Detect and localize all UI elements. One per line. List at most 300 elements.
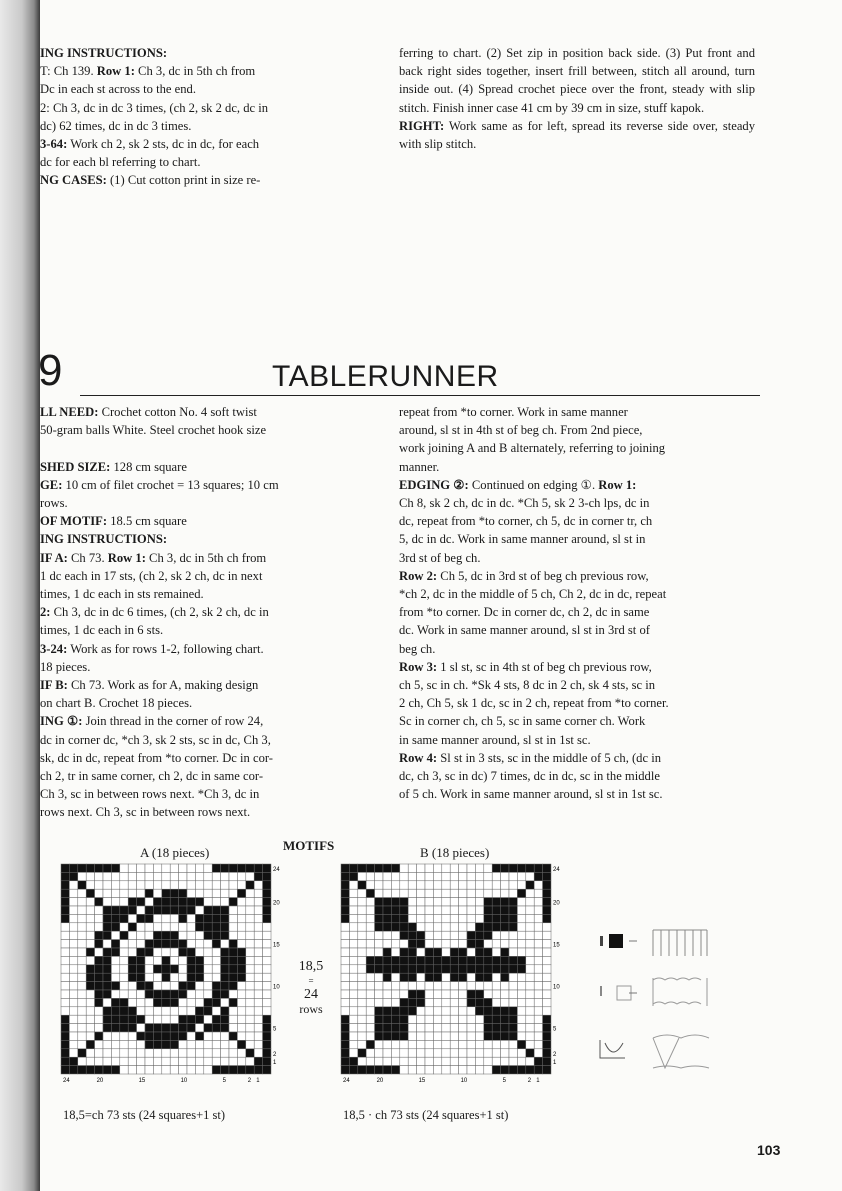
motif-a-cell bbox=[95, 864, 103, 872]
motif-a-cell bbox=[120, 1015, 128, 1023]
motif-b-cell bbox=[501, 864, 509, 872]
motif-b-cell bbox=[450, 1040, 458, 1048]
motif-a-cell bbox=[221, 1066, 229, 1074]
motif-b-cell bbox=[375, 1040, 383, 1048]
motif-b-cell bbox=[375, 923, 383, 931]
motif-a-cell bbox=[128, 1015, 136, 1023]
motif-b-cell bbox=[341, 940, 349, 948]
motif-a-cell bbox=[61, 1024, 69, 1032]
motif-a-cell bbox=[204, 872, 212, 880]
motif-a-cell bbox=[263, 1057, 271, 1065]
motif-a-cell bbox=[86, 1015, 94, 1023]
motif-a-cell bbox=[78, 998, 86, 1006]
motif-b-cell bbox=[408, 990, 416, 998]
motif-b-cell bbox=[383, 940, 391, 948]
motif-a-cell bbox=[78, 914, 86, 922]
motif-b-cell bbox=[383, 973, 391, 981]
motif-b-cell bbox=[358, 990, 366, 998]
motif-b-cell bbox=[467, 1066, 475, 1074]
motif-a-cell bbox=[229, 931, 237, 939]
motif-b-cell bbox=[526, 1049, 534, 1057]
motif-b-cell bbox=[425, 965, 433, 973]
motif-a-cell bbox=[103, 1049, 111, 1057]
motif-b-cell bbox=[408, 889, 416, 897]
motif-b-cell bbox=[475, 1066, 483, 1074]
motif-a-cell bbox=[195, 864, 203, 872]
motif-b-cell bbox=[341, 990, 349, 998]
column-number-label: 15 bbox=[418, 1078, 426, 1084]
text-line: of 5 ch. Work in same manner around, sl st in 1st sc. bbox=[399, 787, 663, 802]
motif-a-cell bbox=[95, 906, 103, 914]
edging-symbol bbox=[653, 1035, 709, 1068]
motif-b-cell bbox=[543, 956, 551, 964]
row-number-label: 5 bbox=[273, 1026, 277, 1033]
motif-b-cell bbox=[442, 940, 450, 948]
motif-a-cell bbox=[162, 1066, 170, 1074]
motif-a-cell bbox=[120, 982, 128, 990]
motif-a-cell bbox=[254, 1049, 262, 1057]
motif-a-cell bbox=[187, 990, 195, 998]
motif-a-cell bbox=[263, 1066, 271, 1074]
motif-a-cell bbox=[263, 1007, 271, 1015]
motif-b-cell bbox=[408, 872, 416, 880]
motif-a-cell bbox=[179, 1066, 187, 1074]
motif-b-cell bbox=[475, 914, 483, 922]
motif-a-cell bbox=[237, 914, 245, 922]
motif-b-cell bbox=[358, 864, 366, 872]
motif-a-cell bbox=[237, 1007, 245, 1015]
motif-a-cell bbox=[212, 940, 220, 948]
motif-b-cell bbox=[366, 898, 374, 906]
motif-b-cell bbox=[375, 1049, 383, 1057]
motif-b-cell bbox=[417, 982, 425, 990]
motif-b-cell bbox=[341, 923, 349, 931]
motif-a-cell bbox=[128, 948, 136, 956]
motif-a-cell bbox=[254, 914, 262, 922]
motif-a-cell bbox=[95, 914, 103, 922]
motif-a-cell bbox=[69, 906, 77, 914]
motif-b-cell bbox=[517, 889, 525, 897]
motif-a-cell bbox=[229, 1040, 237, 1048]
motif-b-cell bbox=[400, 956, 408, 964]
motif-b-cell bbox=[433, 940, 441, 948]
motif-b-cell bbox=[349, 1049, 357, 1057]
motif-b-cell bbox=[450, 1007, 458, 1015]
motif-a-cell bbox=[145, 931, 153, 939]
motif-b-cell bbox=[475, 1049, 483, 1057]
motif-a-cell bbox=[170, 973, 178, 981]
motif-a-cell bbox=[137, 864, 145, 872]
motif-b-cell bbox=[358, 1066, 366, 1074]
motif-b-cell bbox=[517, 914, 525, 922]
motif-a-cell bbox=[69, 1040, 77, 1048]
motif-b-cell bbox=[408, 898, 416, 906]
motif-a-cell bbox=[229, 1032, 237, 1040]
motif-b-cell bbox=[358, 1057, 366, 1065]
motif-a-cell bbox=[170, 931, 178, 939]
motif-a-cell bbox=[103, 1015, 111, 1023]
motif-b-cell bbox=[383, 881, 391, 889]
book-binding-shadow bbox=[0, 0, 40, 1191]
motif-a-cell bbox=[137, 1024, 145, 1032]
motif-a-cell bbox=[263, 1040, 271, 1048]
motif-a-cell bbox=[246, 931, 254, 939]
column-number-label: 10 bbox=[460, 1078, 468, 1084]
motif-b-cell bbox=[391, 1015, 399, 1023]
motif-b-cell bbox=[408, 1032, 416, 1040]
motif-a-cell bbox=[120, 1066, 128, 1074]
motif-b-cell bbox=[501, 898, 509, 906]
motif-a-cell bbox=[254, 906, 262, 914]
line: NG CASES: (1) Cut cotton print in size re- bbox=[40, 173, 261, 188]
motif-b-cell bbox=[375, 864, 383, 872]
motif-a-cell bbox=[69, 982, 77, 990]
motif-a-cell bbox=[221, 965, 229, 973]
dimension-label: 18,5 = 24 rows bbox=[298, 959, 324, 1016]
motif-a-cell bbox=[145, 898, 153, 906]
motif-b-cell bbox=[534, 1049, 542, 1057]
motif-a-cell bbox=[111, 1007, 119, 1015]
motif-a-cell bbox=[246, 914, 254, 922]
text-line: manner. bbox=[399, 459, 440, 474]
motif-b-cell bbox=[484, 864, 492, 872]
motif-a-cell bbox=[86, 1057, 94, 1065]
motif-a-cell bbox=[145, 1049, 153, 1057]
motif-b-cell bbox=[433, 990, 441, 998]
motif-b-cell bbox=[501, 914, 509, 922]
motif-b-cell bbox=[391, 898, 399, 906]
motif-a-cell bbox=[111, 898, 119, 906]
motif-b-cell bbox=[509, 898, 517, 906]
page-number: 103 bbox=[757, 1142, 781, 1158]
motif-a-cell bbox=[128, 940, 136, 948]
motif-a-cell bbox=[103, 1032, 111, 1040]
motif-b-cell bbox=[341, 956, 349, 964]
chart-a-caption: A (18 pieces) bbox=[140, 845, 210, 860]
motif-b-cell bbox=[467, 898, 475, 906]
motif-b-cell bbox=[442, 923, 450, 931]
motif-b-cell bbox=[517, 998, 525, 1006]
motif-a-cell bbox=[179, 998, 187, 1006]
motif-a-cell bbox=[137, 1049, 145, 1057]
motif-a-cell bbox=[221, 931, 229, 939]
motif-a-cell bbox=[246, 881, 254, 889]
motif-a-cell bbox=[120, 881, 128, 889]
motif-a-cell bbox=[95, 1066, 103, 1074]
motif-b-cell bbox=[383, 956, 391, 964]
motif-b-cell bbox=[383, 906, 391, 914]
motif-a-cell bbox=[69, 1007, 77, 1015]
motif-a-cell bbox=[229, 906, 237, 914]
motif-b-cell bbox=[349, 948, 357, 956]
empty-square-icon bbox=[617, 986, 631, 1000]
motif-b-cell bbox=[442, 1015, 450, 1023]
motif-b-cell bbox=[526, 889, 534, 897]
text-line: work joining A and B alternately, referring to joining bbox=[399, 441, 666, 456]
motif-a-cell bbox=[221, 1040, 229, 1048]
motif-a-cell bbox=[120, 906, 128, 914]
motif-a-cell bbox=[246, 1040, 254, 1048]
motif-a-cell bbox=[103, 906, 111, 914]
motif-a-cell bbox=[78, 973, 86, 981]
motif-b-cell bbox=[501, 956, 509, 964]
motif-b-cell bbox=[517, 1066, 525, 1074]
motif-a-cell bbox=[86, 898, 94, 906]
motif-b-cell bbox=[467, 906, 475, 914]
motif-b-cell bbox=[492, 1057, 500, 1065]
motif-a-cell bbox=[145, 923, 153, 931]
motif-b-cell bbox=[517, 1040, 525, 1048]
motif-a-cell bbox=[86, 1066, 94, 1074]
motif-a-cell bbox=[179, 956, 187, 964]
motif-b-cell bbox=[534, 1040, 542, 1048]
motif-b-cell bbox=[543, 872, 551, 880]
motif-b-cell bbox=[442, 881, 450, 889]
motif-a-cell bbox=[162, 864, 170, 872]
motif-a-cell bbox=[111, 1024, 119, 1032]
motif-a-cell bbox=[187, 1024, 195, 1032]
motif-a-cell bbox=[111, 998, 119, 1006]
motif-b-cell bbox=[501, 1032, 509, 1040]
motif-a-cell bbox=[263, 982, 271, 990]
motif-a-cell bbox=[95, 1040, 103, 1048]
motif-b-cell bbox=[417, 1032, 425, 1040]
motif-a-cell bbox=[128, 1032, 136, 1040]
motif-b-cell bbox=[517, 1057, 525, 1065]
motif-a-cell bbox=[204, 1024, 212, 1032]
motif-b-cell bbox=[433, 1024, 441, 1032]
text-line: dc. Work in same manner around, sl st in 3rd st of bbox=[399, 623, 650, 638]
motif-b-cell bbox=[433, 898, 441, 906]
motif-b-cell bbox=[459, 1024, 467, 1032]
motif-a-cell bbox=[120, 1007, 128, 1015]
motif-b-cell bbox=[366, 990, 374, 998]
column-number-label: 5 bbox=[502, 1078, 506, 1084]
motif-a-cell bbox=[221, 1057, 229, 1065]
motif-a-cell bbox=[221, 956, 229, 964]
motif-b-cell bbox=[341, 1049, 349, 1057]
motif-a-cell bbox=[204, 1015, 212, 1023]
motif-a-cell bbox=[61, 998, 69, 1006]
motif-b-cell bbox=[375, 990, 383, 998]
motif-b-cell bbox=[467, 864, 475, 872]
motif-b-cell bbox=[450, 1057, 458, 1065]
motif-b-cell bbox=[349, 898, 357, 906]
motif-a-cell bbox=[212, 1015, 220, 1023]
motif-b-cell bbox=[341, 864, 349, 872]
motif-a-cell bbox=[187, 1057, 195, 1065]
motif-a-cell bbox=[153, 864, 161, 872]
motif-a-cell bbox=[254, 948, 262, 956]
motif-a-cell bbox=[212, 864, 220, 872]
motif-a-cell bbox=[137, 973, 145, 981]
motif-b-cell bbox=[526, 948, 534, 956]
motif-a-cell bbox=[162, 1057, 170, 1065]
motif-b-cell bbox=[383, 872, 391, 880]
motif-b-cell bbox=[517, 1032, 525, 1040]
motif-a-cell bbox=[103, 872, 111, 880]
motif-a-cell bbox=[204, 990, 212, 998]
motif-a-cell bbox=[195, 990, 203, 998]
motif-a-cell bbox=[170, 948, 178, 956]
motif-b-cell bbox=[425, 990, 433, 998]
motif-b-cell bbox=[475, 990, 483, 998]
motif-b-cell bbox=[543, 864, 551, 872]
text-line bbox=[40, 439, 366, 457]
motif-b-cell bbox=[517, 931, 525, 939]
motif-b-cell bbox=[425, 864, 433, 872]
motif-b-cell bbox=[366, 982, 374, 990]
motif-b-cell bbox=[534, 864, 542, 872]
motif-a-cell bbox=[95, 1007, 103, 1015]
motif-b-cell bbox=[375, 1066, 383, 1074]
motif-a-cell bbox=[69, 1057, 77, 1065]
motif-a-cell bbox=[170, 940, 178, 948]
motif-b-cell bbox=[341, 881, 349, 889]
motif-b-cell bbox=[467, 872, 475, 880]
motif-a-cell bbox=[170, 1066, 178, 1074]
motif-a-cell bbox=[212, 956, 220, 964]
motif-a-cell bbox=[237, 1032, 245, 1040]
motif-a-cell bbox=[78, 923, 86, 931]
motif-b-cell bbox=[383, 948, 391, 956]
column-number-label: 20 bbox=[96, 1078, 104, 1084]
motif-b-cell bbox=[349, 1066, 357, 1074]
motif-a-cell bbox=[153, 914, 161, 922]
motif-b-cell bbox=[509, 973, 517, 981]
motif-a-cell bbox=[145, 1015, 153, 1023]
motif-b-cell bbox=[366, 931, 374, 939]
motif-a-cell bbox=[170, 1032, 178, 1040]
motif-b-cell bbox=[425, 1032, 433, 1040]
motif-b-cell bbox=[543, 1015, 551, 1023]
text-line: Sc in corner ch, ch 5, sc in same corner ch. Work bbox=[399, 714, 646, 729]
motif-b-cell bbox=[467, 956, 475, 964]
motif-a-cell bbox=[69, 1015, 77, 1023]
motif-b-cell bbox=[425, 881, 433, 889]
motif-b-cell bbox=[358, 940, 366, 948]
row-number-label: 5 bbox=[553, 1026, 557, 1033]
motif-a-cell bbox=[95, 1032, 103, 1040]
text-line: Row 4: Sl st in 3 sts, sc in the middle of 5 ch, (dc in bbox=[399, 750, 662, 765]
motif-b-cell bbox=[391, 1049, 399, 1057]
motif-b-cell bbox=[417, 881, 425, 889]
motif-b-cell bbox=[509, 931, 517, 939]
motif-a-cell bbox=[111, 864, 119, 872]
motif-a-cell bbox=[86, 1032, 94, 1040]
motif-a-cell bbox=[103, 948, 111, 956]
motif-a-cell bbox=[179, 990, 187, 998]
motif-a-cell bbox=[237, 973, 245, 981]
motif-a-cell bbox=[179, 906, 187, 914]
motif-b-cell bbox=[417, 1066, 425, 1074]
motif-b-cell bbox=[492, 1007, 500, 1015]
row-number-label: 2 bbox=[553, 1051, 557, 1058]
motif-b-cell bbox=[492, 965, 500, 973]
motif-b-cell bbox=[543, 1066, 551, 1074]
motif-a-cell bbox=[221, 940, 229, 948]
chart-a-width: 18,5=ch 73 sts (24 squares+1 st) bbox=[63, 1108, 225, 1122]
motif-b-cell bbox=[475, 906, 483, 914]
motif-b-cell bbox=[509, 982, 517, 990]
text-line: rows. bbox=[40, 496, 68, 511]
motif-b-cell bbox=[467, 982, 475, 990]
motif-b-cell bbox=[459, 998, 467, 1006]
motif-a-cell bbox=[86, 1024, 94, 1032]
motif-a-cell bbox=[103, 931, 111, 939]
motif-a-cell bbox=[61, 923, 69, 931]
text-line: Row 3: 1 sl st, sc in 4th st of beg ch previous row, bbox=[399, 659, 652, 674]
motif-b-cell bbox=[391, 864, 399, 872]
motif-a-cell bbox=[145, 1040, 153, 1048]
motif-a-cell bbox=[170, 914, 178, 922]
motif-b-cell bbox=[417, 1057, 425, 1065]
motif-b-cell bbox=[517, 864, 525, 872]
text-line: sk, dc in dc, repeat from *to corner. Dc in cor- bbox=[40, 750, 273, 765]
motif-b-cell bbox=[400, 931, 408, 939]
motif-b-cell bbox=[400, 940, 408, 948]
motif-a-cell bbox=[103, 956, 111, 964]
motif-b-cell bbox=[543, 1007, 551, 1015]
motif-a-cell bbox=[170, 923, 178, 931]
motif-b-cell bbox=[517, 1015, 525, 1023]
motif-a-cell bbox=[195, 872, 203, 880]
motif-a-cell bbox=[128, 1066, 136, 1074]
motif-b-cell bbox=[383, 998, 391, 1006]
motif-a-cell bbox=[69, 881, 77, 889]
motif-b-cell bbox=[425, 906, 433, 914]
motif-b-cell bbox=[375, 940, 383, 948]
motif-b-cell bbox=[391, 956, 399, 964]
motif-b-cell bbox=[358, 1032, 366, 1040]
motif-a-cell bbox=[111, 982, 119, 990]
motif-a-cell bbox=[111, 923, 119, 931]
motif-a-cell bbox=[128, 906, 136, 914]
motif-b-cell bbox=[484, 1066, 492, 1074]
motif-b-cell bbox=[509, 990, 517, 998]
motif-b-cell bbox=[366, 1032, 374, 1040]
motif-b-cell bbox=[526, 1015, 534, 1023]
motif-b-cell bbox=[517, 956, 525, 964]
motif-b-cell bbox=[475, 965, 483, 973]
text-line: ING INSTRUCTIONS: bbox=[40, 532, 168, 547]
motif-b-cell bbox=[408, 1015, 416, 1023]
motif-b-cell bbox=[408, 864, 416, 872]
motif-b-cell bbox=[543, 1057, 551, 1065]
motif-a-cell bbox=[187, 881, 195, 889]
motif-a-cell bbox=[95, 931, 103, 939]
motif-b-cell bbox=[526, 898, 534, 906]
motif-b-cell bbox=[543, 881, 551, 889]
text-line: 3rd st of beg ch. bbox=[399, 550, 481, 565]
motif-a-cell bbox=[61, 931, 69, 939]
motif-b-cell bbox=[433, 889, 441, 897]
motif-a-cell bbox=[195, 881, 203, 889]
motif-a-cell bbox=[229, 923, 237, 931]
motif-a-cell bbox=[187, 898, 195, 906]
motif-a-cell bbox=[120, 998, 128, 1006]
motif-b-cell bbox=[501, 1057, 509, 1065]
motif-b-cell bbox=[534, 889, 542, 897]
motif-b-cell bbox=[433, 1032, 441, 1040]
motif-b-cell bbox=[442, 1007, 450, 1015]
motif-b-cell bbox=[543, 973, 551, 981]
motif-b-cell bbox=[501, 965, 509, 973]
motif-b-cell bbox=[450, 914, 458, 922]
motif-b-cell bbox=[417, 948, 425, 956]
motif-a-cell bbox=[195, 898, 203, 906]
text-line: dc, ch 3, sc in dc) 7 times, dc in dc, sc in the middle bbox=[399, 769, 660, 784]
